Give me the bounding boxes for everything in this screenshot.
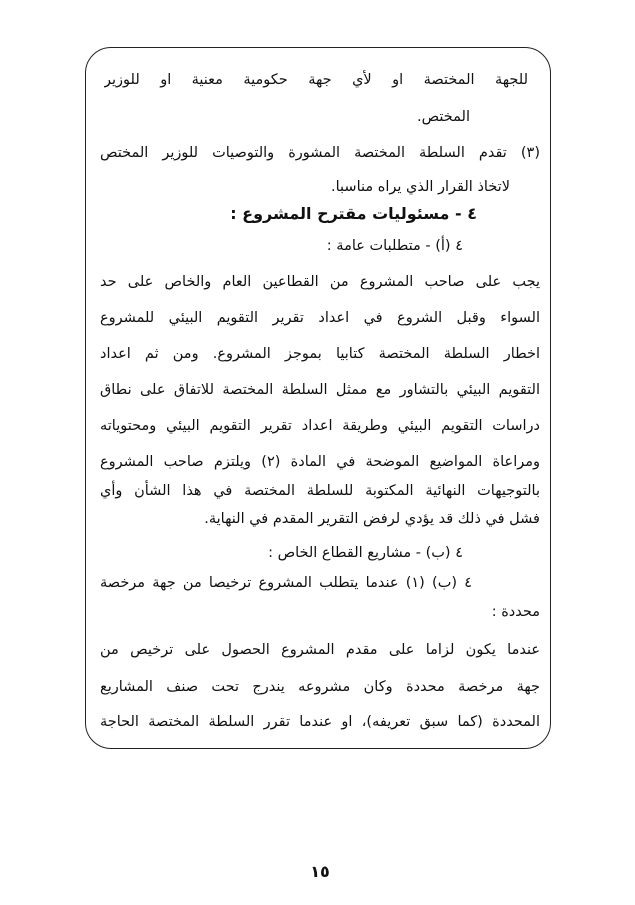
text-line: عندما يكون لزاما على مقدم المشروع الحصول على ترخيص من xyxy=(100,642,540,658)
text-line: اخطار السلطة المختصة كتابيا بموجز المشروع. ومن ثم اعداد xyxy=(100,346,540,362)
subsection-heading: ٤ (ب) - مشاريع القطاع الخاص : xyxy=(268,545,463,561)
text-line: يجب على صاحب المشروع من القطاعين العام والخاص على حد xyxy=(100,274,540,290)
text-line: المختص. xyxy=(417,109,470,125)
text-line: السواء وقبل الشروع في اعداد تقرير التقويم البيئي للمشروع xyxy=(100,310,540,326)
text-line: للجهة المختصة او لأي جهة حكومية معنية او للوزير xyxy=(104,72,528,88)
section-heading: ٤ - مسئوليات مقترح المشروع : xyxy=(230,204,477,223)
text-line: (٣) تقدم السلطة المختصة المشورة والتوصيات للوزير المختص xyxy=(100,145,540,161)
text-line: دراسات التقويم البيئي وطريقة اعداد تقرير التقويم البيئي ومحتوياته xyxy=(100,418,540,434)
text-line: ومراعاة المواضيع الموضحة في المادة (٢) ويلتزم صاحب المشروع xyxy=(100,454,540,470)
text-line: جهة مرخصة محددة وكان مشروعه يندرج تحت صنف المشاريع xyxy=(100,679,540,695)
text-line: المحددة (كما سبق تعريفه)، او عندما تقرر السلطة المختصة الحاجة xyxy=(100,714,540,730)
text-line: فشل في ذلك قد يؤدي لرفض التقرير المقدم في النهاية. xyxy=(204,511,540,527)
subsection-heading: ٤ (ب) (١) عندما يتطلب المشروع ترخيصا من جهة مرخصة xyxy=(100,575,472,591)
text-line: محددة : xyxy=(491,604,540,620)
page-number: ١٥ xyxy=(310,862,330,881)
text-line: بالتوجيهات النهائية المكتوبة للسلطة المختصة في هذا الشأن وأي xyxy=(100,483,540,499)
text-line: لاتخاذ القرار الذي يراه مناسبا. xyxy=(331,179,510,195)
text-line: التقويم البيئي بالتشاور مع ممثل السلطة المختصة للاتفاق على نطاق xyxy=(100,382,540,398)
subsection-heading: ٤ (أ) - متطلبات عامة : xyxy=(326,238,463,254)
